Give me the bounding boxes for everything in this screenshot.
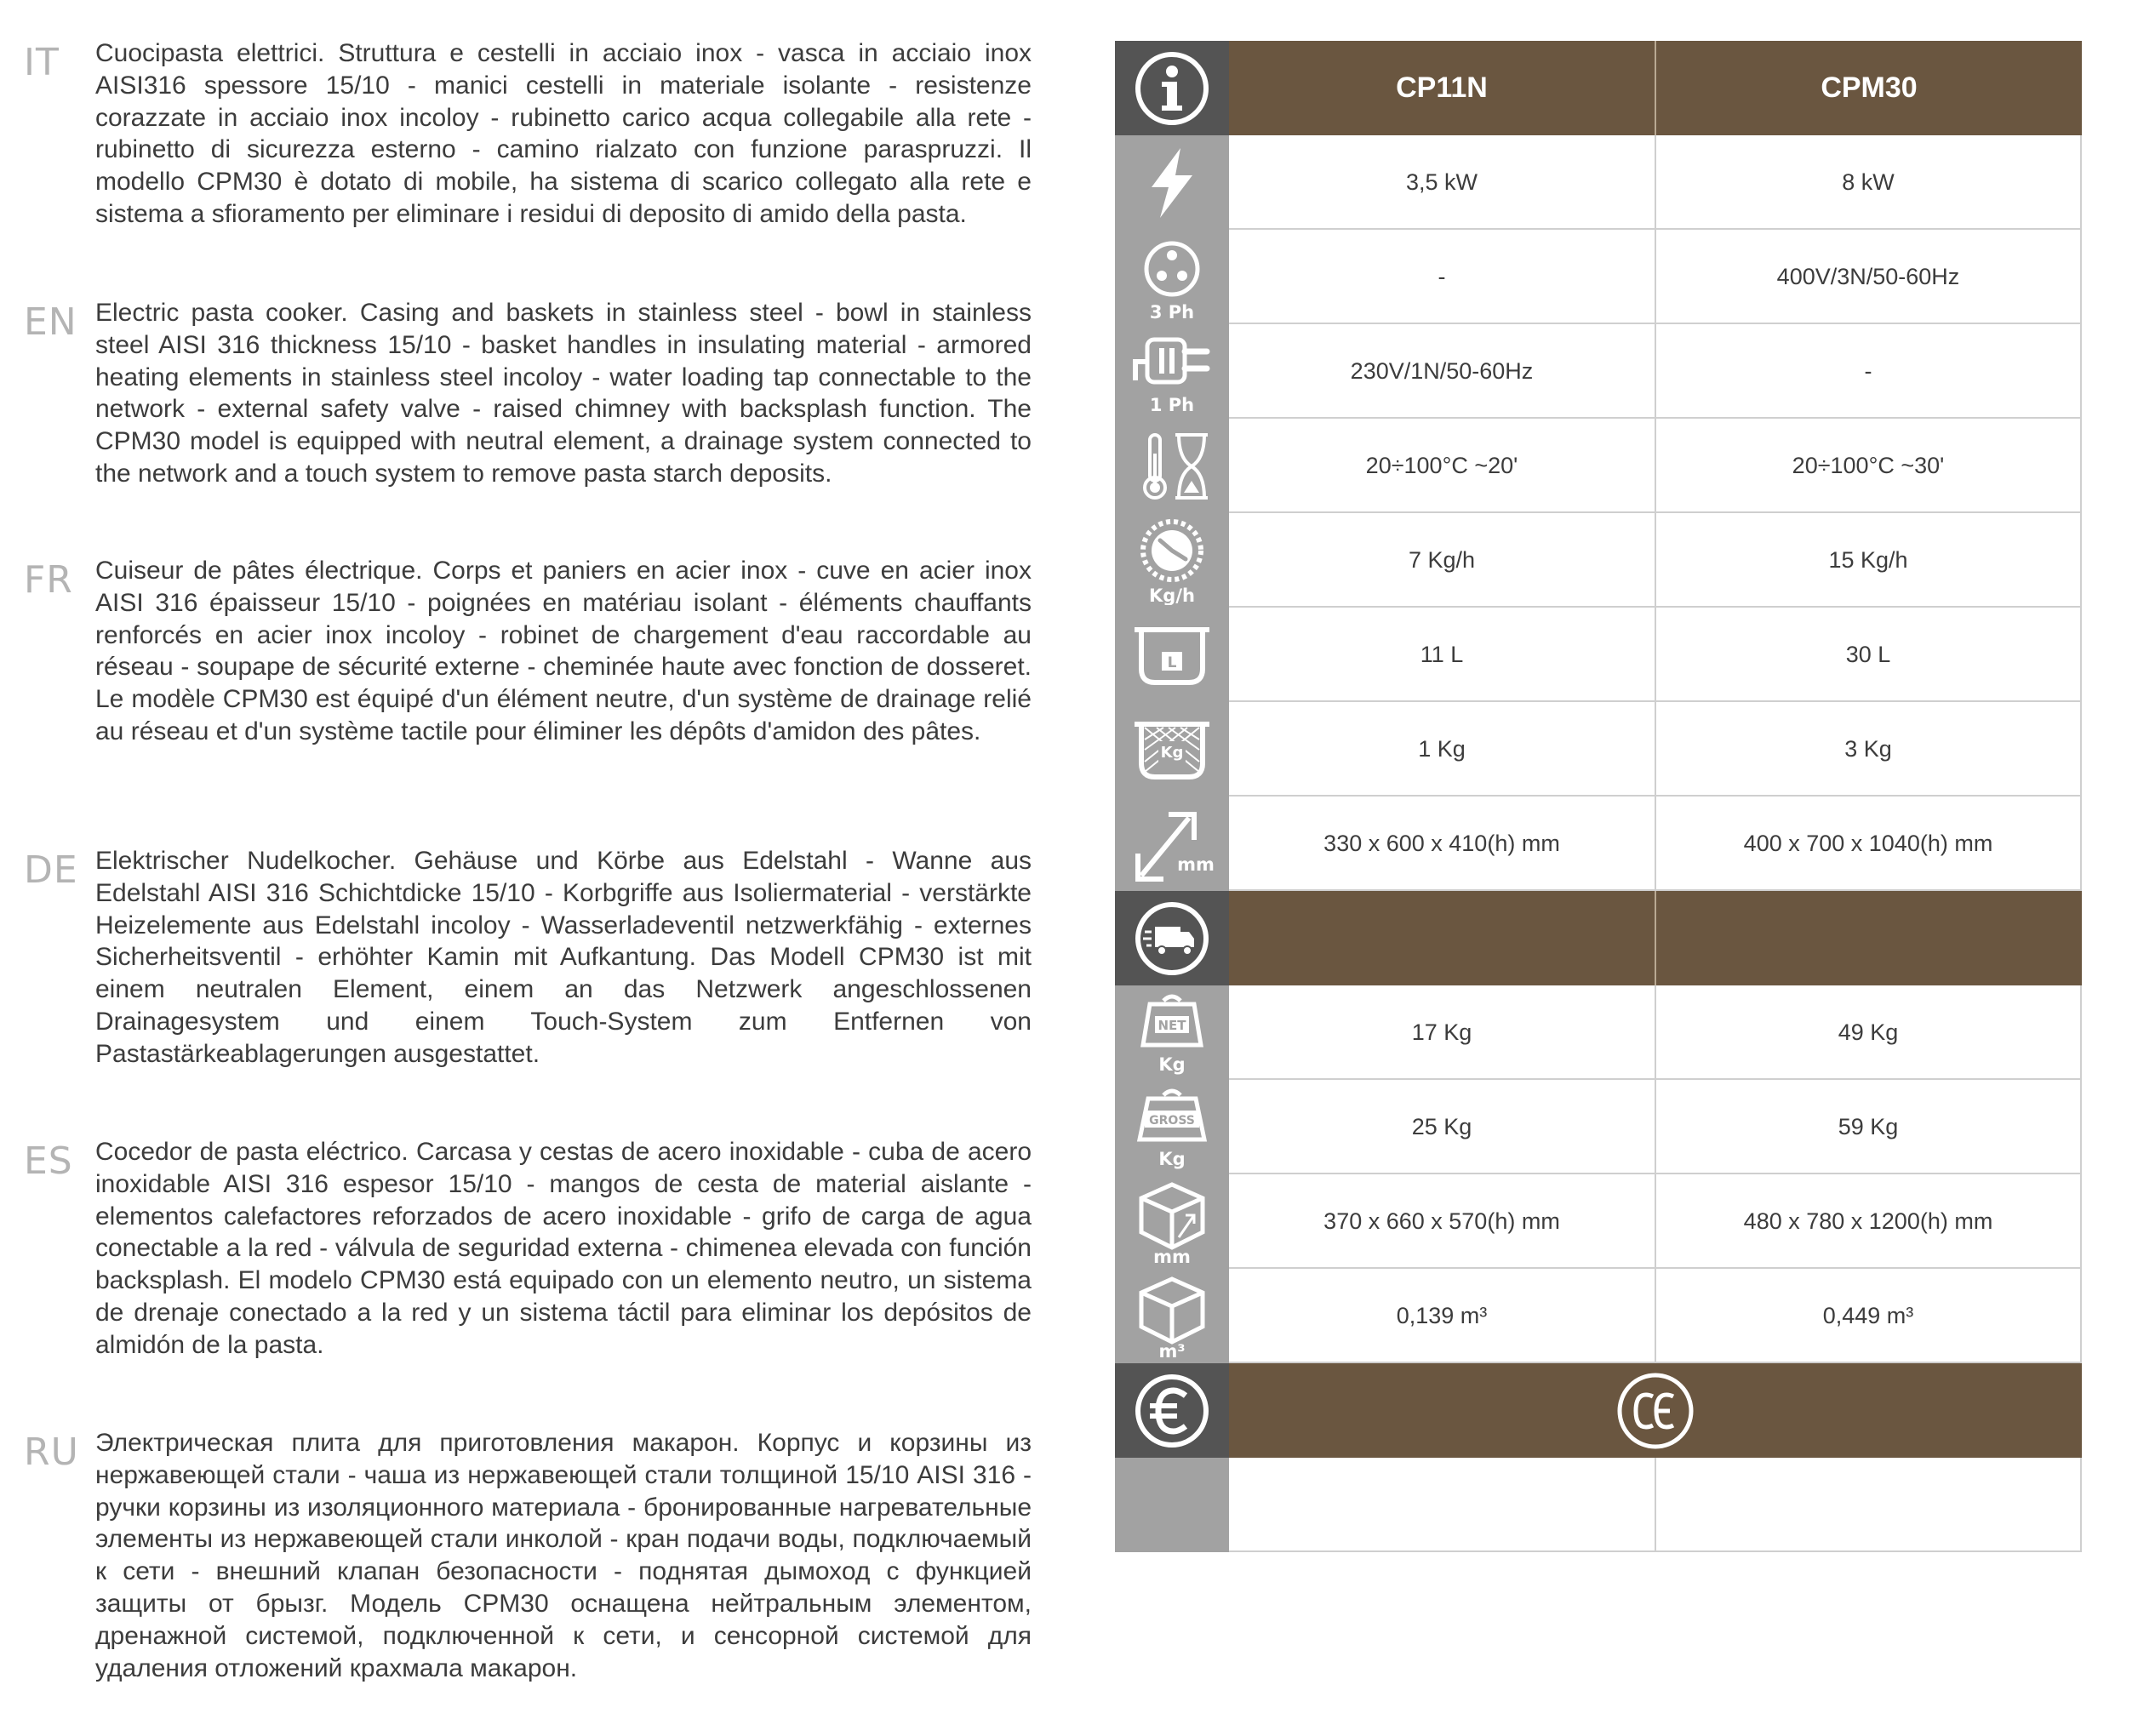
value-cell: 400V/3N/50-60Hz bbox=[1656, 230, 2082, 324]
value-cell: 20÷100°C ~20' bbox=[1229, 419, 1656, 513]
band-cell bbox=[1656, 891, 2082, 985]
table-row bbox=[1115, 230, 2082, 324]
svg-text:Kg/h: Kg/h bbox=[1149, 585, 1195, 605]
svg-text:L: L bbox=[1167, 654, 1177, 671]
value-cell: 0,139 m³ bbox=[1229, 1269, 1656, 1363]
language-code: DE bbox=[24, 848, 78, 892]
thermometer-hourglass-icon bbox=[1115, 419, 1229, 513]
description-text: Cuiseur de pâtes électrique. Corps et paniers en acier inox - cuve en acier inox AISI 316 épaisseur 15/10 - poignées en matériau isolant - éléments chauffants renforcés en acier inox incoloy - robinet de chargement d'eau raccordable au réseau - soupape de sécurité externe - cheminée haute avec fonction de dosseret. Le modèle CPM30 est équipé d'un élément neutre, d'un système de drainage relié au réseau et d'un système tactile pour éliminer les dépôts d'amidon des pâtes. bbox=[95, 557, 1032, 745]
price-icon-cell bbox=[1115, 1458, 1229, 1552]
model-header-1: CP11N bbox=[1229, 41, 1656, 135]
value-cell: 59 Kg bbox=[1656, 1080, 2082, 1174]
shipping-header bbox=[1115, 891, 2082, 985]
value-cell: 49 Kg bbox=[1656, 985, 2082, 1080]
table-row bbox=[1115, 1269, 2082, 1363]
language-code: IT bbox=[24, 41, 60, 84]
svg-text:m³: m³ bbox=[1158, 1340, 1186, 1361]
value-cell: 15 Kg/h bbox=[1656, 513, 2082, 608]
svg-text:1 Ph: 1 Ph bbox=[1149, 394, 1195, 415]
value-cell: 30 L bbox=[1656, 608, 2082, 702]
language-code: RU bbox=[24, 1430, 79, 1474]
value-cell: 0,449 m³ bbox=[1656, 1269, 2082, 1363]
table-row bbox=[1115, 135, 2082, 230]
value-cell: - bbox=[1229, 230, 1656, 324]
price-row bbox=[1115, 1458, 2082, 1552]
tank-capacity-icon bbox=[1115, 608, 1229, 702]
value-cell: 400 x 700 x 1040(h) mm bbox=[1656, 797, 2082, 891]
table-row bbox=[1115, 513, 2082, 608]
table-header bbox=[1115, 41, 2082, 135]
table-row bbox=[1115, 985, 2082, 1080]
lightning-icon bbox=[1115, 135, 1229, 230]
price-cell bbox=[1656, 1458, 2082, 1552]
description-text: Электрическая плита для приготовления макарон. Корпус и корзины из нержавеющей стали - чаша из нержавеющей стали толщиной 15/10 AISI 316 - ручки корзины из изоляционного материала - бронированные нагревательные элементы из нержавеющей стали инколой - кран подачи воды, подключаемый к сети - внешний клапан безопасности - поднятая дымоход с функцией защиты от брызг. Модель CPM30 оснащена нейтральным элементом, дренажной системой, подключенной к сети, и сенсорной системой для удаления отложений крахмала макарон. bbox=[95, 1429, 1032, 1682]
svg-text:GROSS: GROSS bbox=[1149, 1113, 1195, 1128]
description-text: Elektrischer Nudelkocher. Gehäuse und Körbe aus Edelstahl - Wanne aus Edelstahl AISI 316 Schichtdicke 15/10 - Korbgriffe aus Isoliermaterial - verstärkte Heizelemente aus Edelstahl incoloy - Wasserladeventil netzwerkfähig - externes Sicherheitsventil - erhöhter Kamin mit Aufkantung. Das Modell CPM30 ist mit einem neutralen Element, einem an das Netzwerk angeschlossenen Drainagesystem und einem Touch-System zum Entfernen von Pastastärkeablagerungen ausgestattet. bbox=[95, 847, 1032, 1068]
net-weight-icon bbox=[1115, 985, 1229, 1080]
ce-mark-icon bbox=[1615, 1371, 1695, 1451]
table-row bbox=[1115, 1080, 2082, 1174]
spec-table bbox=[1115, 41, 2082, 1552]
production-gauge-icon bbox=[1115, 513, 1229, 608]
svg-text:Kg: Kg bbox=[1158, 1148, 1186, 1169]
svg-text:NET: NET bbox=[1158, 1017, 1186, 1033]
ce-mark-cell bbox=[1229, 1363, 2082, 1458]
single-phase-plug-icon bbox=[1115, 324, 1229, 419]
svg-text:mm: mm bbox=[1153, 1246, 1191, 1266]
svg-text:mm: mm bbox=[1177, 854, 1215, 875]
three-phase-plug-icon bbox=[1115, 230, 1229, 324]
value-cell: 17 Kg bbox=[1229, 985, 1656, 1080]
value-cell: 3 Kg bbox=[1656, 702, 2082, 797]
table-row bbox=[1115, 608, 2082, 702]
svg-text:Kg: Kg bbox=[1160, 743, 1184, 762]
band-cell bbox=[1229, 891, 1656, 985]
value-cell: 370 x 660 x 570(h) mm bbox=[1229, 1174, 1656, 1269]
svg-text:3 Ph: 3 Ph bbox=[1149, 301, 1195, 322]
value-cell: 7 Kg/h bbox=[1229, 513, 1656, 608]
description-text: Electric pasta cooker. Casing and baskets in stainless steel - bowl in stainless steel AISI 316 thickness 15/10 - basket handles in insulating material - armored heating elements in stainless steel incoloy - water loading tap connectable to the network - external safety valve - raised chimney with backsplash function. The CPM30 model is equipped with neutral element, a drainage system connected to the network and a touch system to remove pasta starch deposits. bbox=[95, 299, 1032, 488]
table-row bbox=[1115, 702, 2082, 797]
descriptions bbox=[0, 0, 1047, 1736]
language-code: ES bbox=[24, 1139, 73, 1183]
model-header-2: CPM30 bbox=[1656, 41, 2082, 135]
table-row bbox=[1115, 1174, 2082, 1269]
table-row bbox=[1115, 324, 2082, 419]
value-cell: 3,5 kW bbox=[1229, 135, 1656, 230]
value-cell: 20÷100°C ~30' bbox=[1656, 419, 2082, 513]
description-text: Cuocipasta elettrici. Struttura e cestelli in acciaio inox - vasca in acciaio inox AISI316 spessore 15/10 - manici cestelli in materiale isolante - resistenze corazzate in acciaio inox incoloy - rubinetto carico acqua collegabile alla rete - rubinetto di sicurezza esterno - camino rialzato con funzione paraspruzzi. Il modello CPM30 è dotato di mobile, ha sistema di scarico collegato alla rete e sistema a sfioramento per eliminare i residui di deposito di amido della pasta. bbox=[95, 39, 1032, 228]
basket-capacity-icon bbox=[1115, 702, 1229, 797]
table-row bbox=[1115, 797, 2082, 891]
value-cell: 330 x 600 x 410(h) mm bbox=[1229, 797, 1656, 891]
value-cell: 1 Kg bbox=[1229, 702, 1656, 797]
svg-text:Kg: Kg bbox=[1158, 1054, 1186, 1075]
description-text: Cocedor de pasta eléctrico. Carcasa y cestas de acero inoxidable - cuba de acero inoxidable AISI 316 espesor 15/10 - mangos de cesta de material aislante - elementos calefactores reforzados de acero inoxidable - grifo de carga de agua conectable a la red - válvula de seguridad externa - chimenea elevada con función backsplash. El modelo CPM30 está equipado con un elemento neutro, un sistema de drenaje conectado a la red y un sistema táctil para eliminar los depósitos de almidón de la pasta. bbox=[95, 1138, 1032, 1359]
gross-weight-icon bbox=[1115, 1080, 1229, 1174]
price-header bbox=[1115, 1363, 2082, 1458]
value-cell: 25 Kg bbox=[1229, 1080, 1656, 1174]
dimensions-arrow-icon bbox=[1115, 797, 1229, 891]
euro-icon bbox=[1115, 1363, 1229, 1458]
price-cell bbox=[1229, 1458, 1656, 1552]
value-cell: - bbox=[1656, 324, 2082, 419]
info-icon bbox=[1115, 41, 1229, 135]
value-cell: 8 kW bbox=[1656, 135, 2082, 230]
package-volume-icon bbox=[1115, 1269, 1229, 1363]
language-code: FR bbox=[24, 558, 73, 602]
table-row bbox=[1115, 419, 2082, 513]
delivery-truck-icon bbox=[1115, 891, 1229, 985]
language-code: EN bbox=[24, 300, 77, 344]
package-dimensions-icon bbox=[1115, 1174, 1229, 1269]
value-cell: 11 L bbox=[1229, 608, 1656, 702]
value-cell: 230V/1N/50-60Hz bbox=[1229, 324, 1656, 419]
value-cell: 480 x 780 x 1200(h) mm bbox=[1656, 1174, 2082, 1269]
